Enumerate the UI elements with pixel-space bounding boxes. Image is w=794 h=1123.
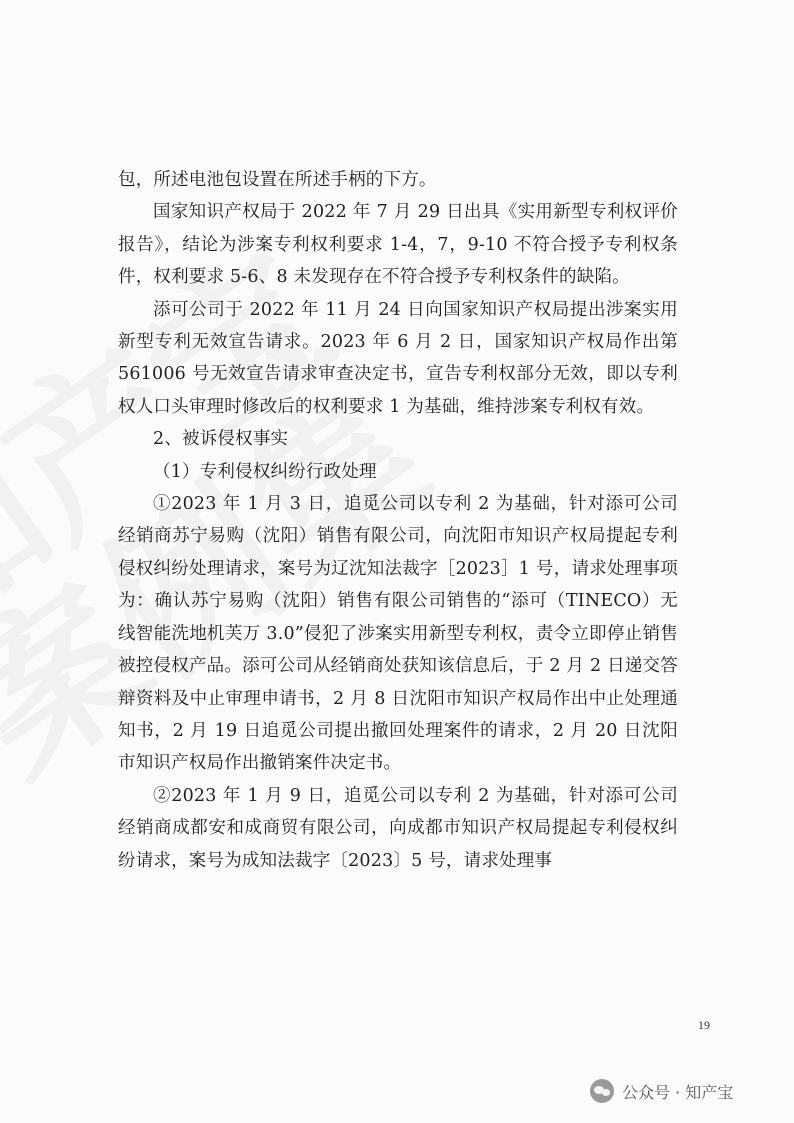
page-number: 19 bbox=[698, 1018, 710, 1032]
section-heading-infringement-facts: 2、被诉侵权事实 bbox=[153, 429, 289, 450]
paragraph-evaluation-report: 国家知识产权局于 2022 年 7 月 29 日出具《实用新型专利权评价报告》，结论为涉案专利权利要求 1-4，7，9-10 不符合授予专利权条件，权利要求 5-6、8 未发现存在不符合授予专利权条件的缺陷。 bbox=[118, 202, 678, 288]
subsection-heading-administrative-handling: （1）专利侵权纠纷行政处理 bbox=[153, 461, 377, 482]
document-body bbox=[118, 164, 678, 877]
paragraph-chengdu-case: ②2023 年 1 月 9 日，追觅公司以专利 2 为基础，针对添可公司经销商成都安和成商贸有限公司，向成都市知识产权局提起专利侵权纠纷请求，案号为成知法裁字〔2023〕5 号，请求处理事 bbox=[118, 785, 678, 871]
paragraph-invalidation-request: 添可公司于 2022 年 11 月 24 日向国家知识产权局提出涉案实用新型专利无效宣告请求。2023 年 6 月 2 日，国家知识产权局作出第 561006 号无效宣告请求审查决定书，宣告专利权部分无效，即以专利权人口头审理时修改后的权利要求 1 为基础，维持涉案专利权有效。 bbox=[118, 299, 678, 417]
wechat-icon bbox=[590, 1079, 614, 1103]
source-label: 公众号 · 知产宝 bbox=[622, 1082, 734, 1102]
paragraph-continuation: 包，所述电池包设置在所述手柄的下方。 bbox=[118, 170, 437, 190]
source-badge bbox=[590, 1077, 733, 1105]
paragraph-shenyang-case: ①2023 年 1 月 3 日，追觅公司以专利 2 为基础，针对添可公司经销商苏宁易购（沈阳）销售有限公司，向沈阳市知识产权局提起专利侵权纠纷处理请求，案号为辽沈知法裁字［2023］1 号，请求处理事项为：确认苏宁易购（沈阳）销售有限公司销售的“添可（TINECO）无线智能洗地机芙万 3.0”侵犯了涉案实用新型专利权，责令立即停止销售被控侵权产品。添可公司从经销商处获知该信息后，于 2 月 2 日递交答辩资料及中止审理申请书，2 月 8 日沈阳市知识产权局作出中止处理通知书，2 月 19 日追觅公司提出撤回处理案件的请求，2 月 20 日沈阳市知识产权局作出撤销案件决定书。 bbox=[118, 494, 678, 774]
